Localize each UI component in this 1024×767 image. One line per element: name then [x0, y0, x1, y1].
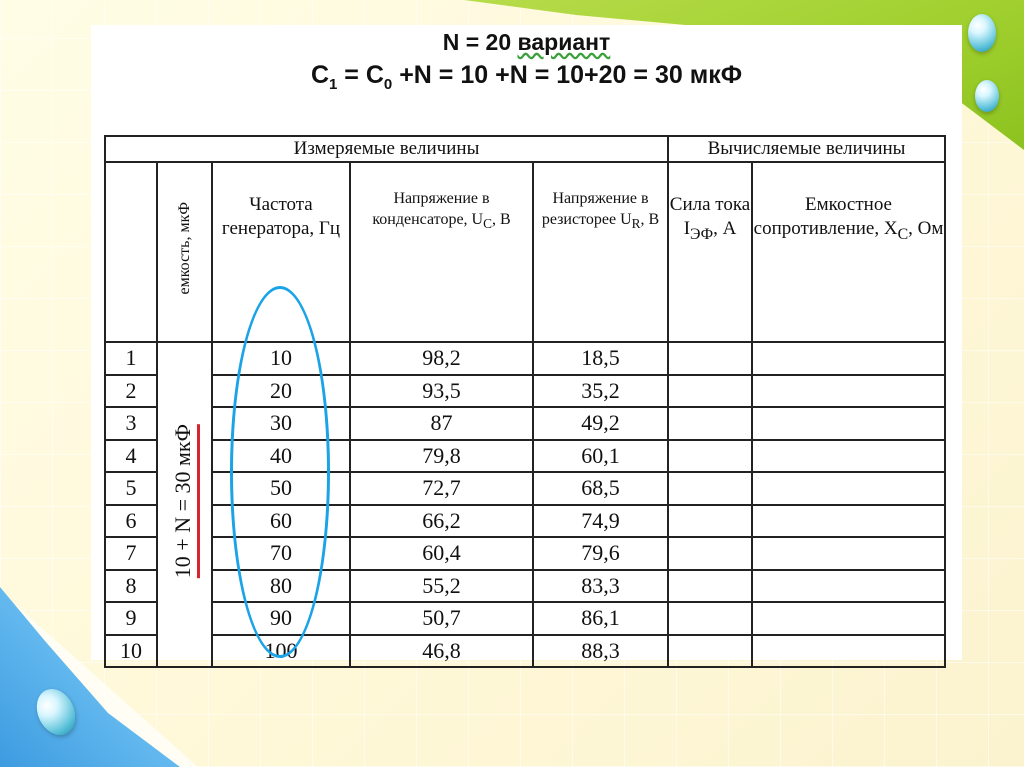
ur-cell: 60,1 [533, 440, 668, 473]
uc-cell: 87 [350, 407, 533, 440]
uc-header: Напряжение в конденсаторе, $U_С$, В [350, 162, 533, 342]
uc-cell: 46,8 [350, 635, 533, 668]
reactance-cell [752, 635, 945, 668]
ur-cell: 86,1 [533, 602, 668, 635]
row-number-cell: 1 [105, 342, 157, 375]
uc-cell: 98,2 [350, 342, 533, 375]
capacity-value-cell [157, 342, 212, 667]
row-number-cell: 9 [105, 602, 157, 635]
ur-cell: 83,3 [533, 570, 668, 603]
ur-cell: 88,3 [533, 635, 668, 668]
reactance-cell [752, 472, 945, 505]
row-number-cell: 6 [105, 505, 157, 538]
ur-cell: 74,9 [533, 505, 668, 538]
frequency-cell: 40 [212, 440, 350, 473]
current-cell [668, 570, 752, 603]
table-row [105, 602, 945, 635]
water-drop-icon [968, 14, 996, 52]
uc-cell: 55,2 [350, 570, 533, 603]
row-number-cell: 5 [105, 472, 157, 505]
current-cell [668, 635, 752, 668]
current-cell [668, 537, 752, 570]
frequency-highlight-ellipse [230, 286, 330, 658]
frequency-cell: 80 [212, 570, 350, 603]
reactance-cell [752, 602, 945, 635]
frequency-cell: 30 [212, 407, 350, 440]
reactance-cell [752, 342, 945, 375]
current-cell [668, 602, 752, 635]
current-cell [668, 375, 752, 408]
uc-cell: 93,5 [350, 375, 533, 408]
current-header: Сила тока $I_{ЭФ}$, А [668, 162, 752, 342]
capacity-header: емкость, мкФ [157, 162, 212, 342]
row-number-cell: 3 [105, 407, 157, 440]
uc-cell: 79,8 [350, 440, 533, 473]
current-cell [668, 407, 752, 440]
table-row [105, 375, 945, 408]
table-row [105, 635, 945, 668]
frequency-cell: 50 [212, 472, 350, 505]
row-number-cell: 7 [105, 537, 157, 570]
capacity-value: 10 + N = 30 мкФ [170, 424, 200, 578]
row-number-cell: 2 [105, 375, 157, 408]
row-number-cell: 10 [105, 635, 157, 668]
table-row [105, 342, 945, 375]
group-calculated-header: Вычисляемые величины [668, 136, 945, 162]
slide-content-panel [91, 25, 962, 663]
group-measured-header: Измеряемые величины [105, 136, 668, 162]
frequency-cell: 100 [212, 635, 350, 668]
capacity-formula: $C_1 = C_0 +N = 10 +N = 10+20 = 30$ мкФ [310, 61, 743, 93]
current-cell [668, 472, 752, 505]
ur-cell: 79,6 [533, 537, 668, 570]
variant-title: N = 20 вариант [442, 29, 611, 55]
row-number-header [105, 162, 157, 342]
ur-header: Напряжение в резисторее $U_R$, В [533, 162, 668, 342]
reactance-cell [752, 375, 945, 408]
reactance-cell [752, 537, 945, 570]
frequency-cell: 70 [212, 537, 350, 570]
ur-cell: 68,5 [533, 472, 668, 505]
frequency-cell: 60 [212, 505, 350, 538]
uc-cell: 60,4 [350, 537, 533, 570]
ur-cell: 35,2 [533, 375, 668, 408]
reactance-cell [752, 570, 945, 603]
ur-cell: 18,5 [533, 342, 668, 375]
reactance-header: Емкостное сопротивление, $X_С$, Ом [752, 162, 945, 342]
reactance-cell [752, 407, 945, 440]
table-row [105, 537, 945, 570]
row-number-cell: 8 [105, 570, 157, 603]
current-cell [668, 440, 752, 473]
reactance-cell [752, 505, 945, 538]
uc-cell: 66,2 [350, 505, 533, 538]
measurement-table [104, 135, 946, 668]
frequency-header: Частота генератора, Гц [212, 162, 350, 342]
reactance-cell [752, 440, 945, 473]
current-cell [668, 505, 752, 538]
frequency-cell: 10 [212, 342, 350, 375]
uc-cell: 50,7 [350, 602, 533, 635]
frequency-cell: 20 [212, 375, 350, 408]
frequency-cell: 90 [212, 602, 350, 635]
table-row [105, 570, 945, 603]
current-cell [668, 342, 752, 375]
water-drop-icon [975, 80, 999, 112]
row-number-cell: 4 [105, 440, 157, 473]
ur-cell: 49,2 [533, 407, 668, 440]
uc-cell: 72,7 [350, 472, 533, 505]
